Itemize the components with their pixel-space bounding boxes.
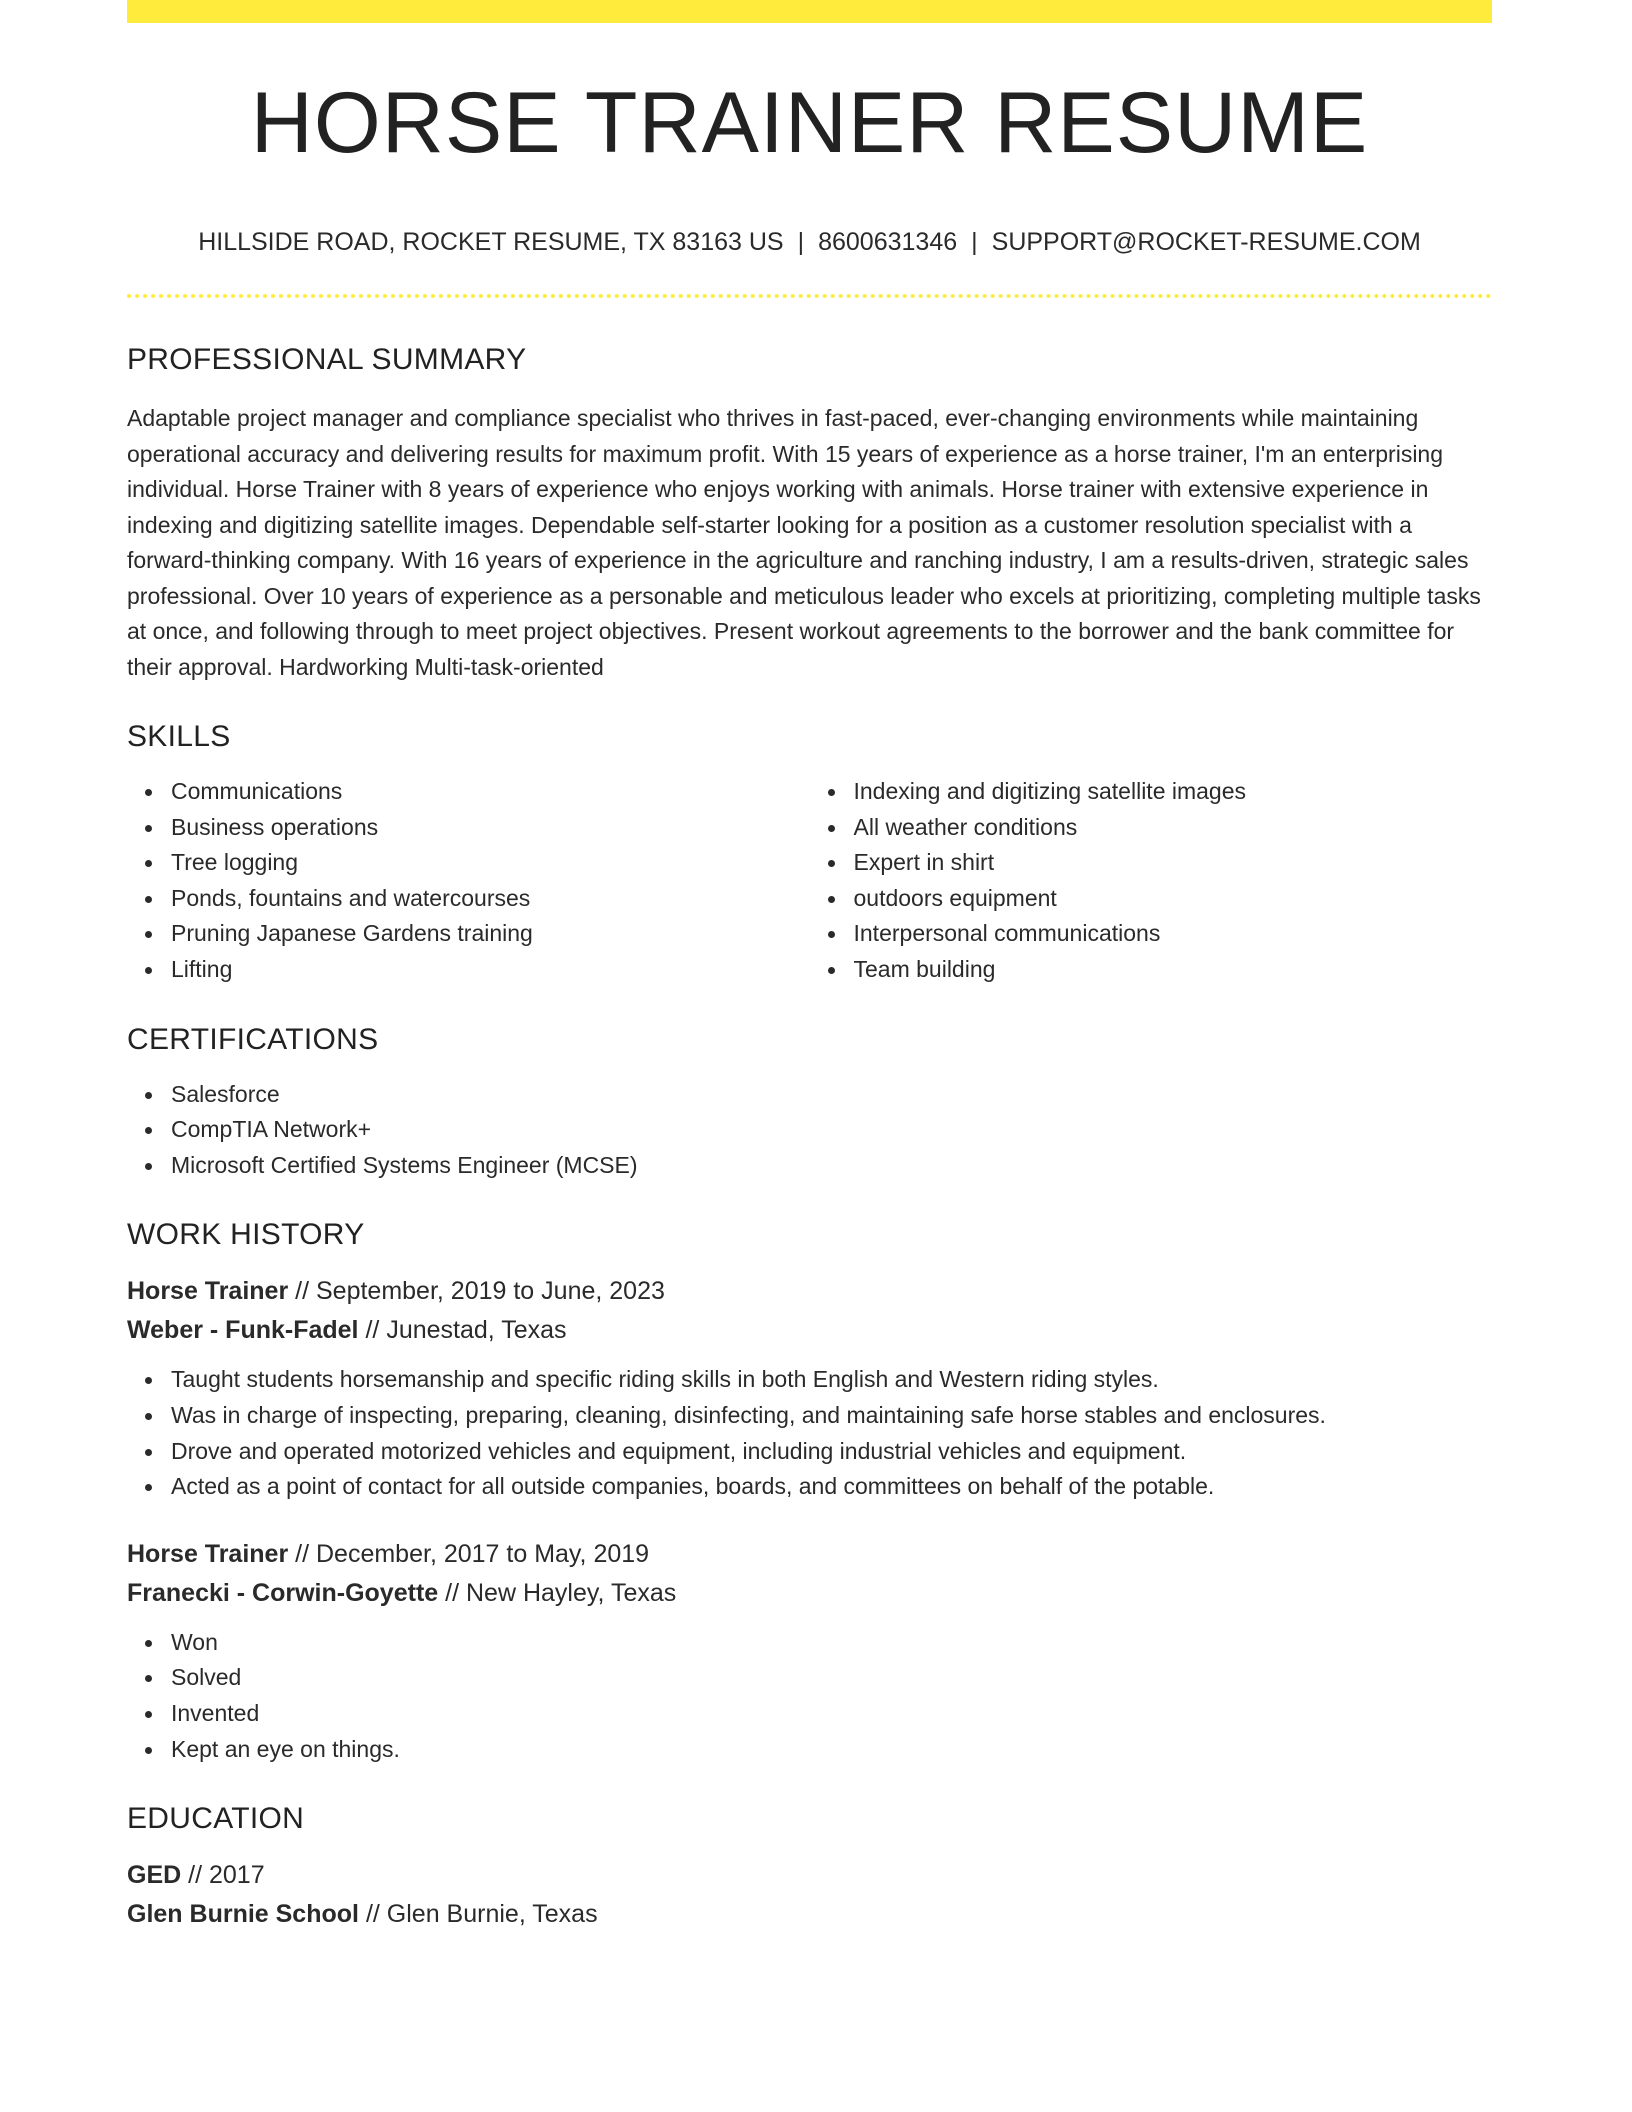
skill-item: Team building — [854, 952, 1493, 988]
contact-email: SUPPORT@ROCKET-RESUME.COM — [991, 228, 1421, 256]
job-divider: // — [445, 1578, 460, 1607]
contact-separator: | — [797, 228, 805, 256]
job-company: Weber - Funk-Fadel — [127, 1316, 359, 1345]
job-divider: // — [295, 1277, 310, 1306]
skill-item: All weather conditions — [854, 810, 1493, 846]
job-bullet: Kept an eye on things. — [171, 1732, 1492, 1768]
top-accent-bar — [127, 0, 1492, 23]
skills-right-list — [810, 774, 1493, 988]
job-bullet: Won — [171, 1625, 1492, 1661]
skill-item: Pruning Japanese Gardens training — [171, 916, 810, 952]
job-divider: // — [295, 1539, 310, 1568]
contact-line — [127, 230, 1492, 255]
job-dates: September, 2019 to June, 2023 — [316, 1277, 665, 1306]
certification-item: Salesforce — [171, 1077, 1492, 1113]
certifications-heading: CERTIFICATIONS — [127, 1022, 379, 1056]
skill-item: Ponds, fountains and watercourses — [171, 881, 810, 917]
job-bullet: Invented — [171, 1696, 1492, 1732]
contact-phone: 8600631346 — [818, 228, 958, 256]
job-bullet: Solved — [171, 1660, 1492, 1696]
skill-item: Expert in shirt — [854, 845, 1493, 881]
skill-item: Interpersonal communications — [854, 916, 1493, 952]
certification-item: Microsoft Certified Systems Engineer (MCSE) — [171, 1148, 1492, 1184]
job-company: Franecki - Corwin-Goyette — [127, 1578, 439, 1607]
education-school: Glen Burnie School — [127, 1900, 359, 1929]
job-bullet: Drove and operated motorized vehicles and equipment, including industrial vehicles and equipment. — [171, 1434, 1492, 1470]
education-school-line — [127, 1895, 1492, 1934]
job-bullets — [127, 1362, 1492, 1504]
skills-columns — [127, 774, 1492, 988]
skills-left-list — [127, 774, 810, 988]
education-degree-line — [127, 1856, 1492, 1895]
education-divider: // — [188, 1861, 203, 1890]
job-bullet: Was in charge of inspecting, preparing, cleaning, disinfecting, and maintaining safe horse stables and enclosures. — [171, 1398, 1492, 1434]
summary-heading: PROFESSIONAL SUMMARY — [127, 343, 527, 376]
job-divider: // — [365, 1316, 380, 1345]
job-bullets — [127, 1625, 1492, 1767]
dotted-divider — [127, 294, 1492, 298]
job-bullet: Acted as a point of contact for all outside companies, boards, and committees on behalf of the potable. — [171, 1469, 1492, 1505]
skill-item: Indexing and digitizing satellite images — [854, 774, 1493, 810]
skill-item: Lifting — [171, 952, 810, 988]
job-title: Horse Trainer — [127, 1539, 289, 1568]
resume-page — [127, 0, 1492, 1934]
job-title-line — [127, 1535, 1492, 1574]
education-degree: GED — [127, 1861, 182, 1890]
job-title: Horse Trainer — [127, 1277, 289, 1306]
job-company-line — [127, 1574, 1492, 1613]
summary-text: Adaptable project manager and compliance specialist who thrives in fast-paced, ever-changing environments while maintaining operational accuracy and delivering results for maximum profit. With 15 years of experience as a horse trainer, I'm an enterprising individual. Horse Trainer with 8 years of experience who enjoys working with animals. Horse trainer with extensive experience in indexing and digitizing satellite images. Dependable self-starter looking for a position as a customer resolution specialist with a forward-thinking company. With 16 years of experience in the agriculture and ranching industry, I am a results-driven, strategic sales professional. Over 10 years of experience as a personable and meticulous leader who excels at prioritizing, completing multiple tasks at once, and following through to meet project objectives. Present workout agreements to the borrower and the bank committee for their approval. Hardworking Multi-task-oriented — [127, 405, 1481, 680]
resume-title: HORSE TRAINER RESUME — [250, 75, 1369, 171]
job-location: New Hayley, Texas — [465, 1578, 677, 1607]
job-location: Junestad, Texas — [386, 1316, 567, 1345]
skill-item: outdoors equipment — [854, 881, 1493, 917]
certifications-list — [127, 1077, 1492, 1184]
skill-item: Communications — [171, 774, 810, 810]
skill-item: Business operations — [171, 810, 810, 846]
education-year: 2017 — [209, 1861, 265, 1890]
contact-separator: | — [971, 228, 978, 256]
job-dates: December, 2017 to May, 2019 — [316, 1539, 650, 1568]
skills-heading: SKILLS — [127, 720, 231, 753]
job-company-line — [127, 1311, 1492, 1350]
skill-item: Tree logging — [171, 845, 810, 881]
education-heading: EDUCATION — [127, 1802, 305, 1836]
education-location: Glen Burnie, Texas — [386, 1900, 598, 1929]
certification-item: CompTIA Network+ — [171, 1112, 1492, 1148]
work-history-heading: WORK HISTORY — [127, 1218, 365, 1252]
contact-address: HILLSIDE ROAD, ROCKET RESUME, TX 83163 US — [198, 228, 784, 256]
education-divider: // — [365, 1900, 380, 1929]
job-title-line — [127, 1272, 1492, 1311]
job-bullet: Taught students horsemanship and specific riding skills in both English and Western riding styles. — [171, 1362, 1492, 1398]
